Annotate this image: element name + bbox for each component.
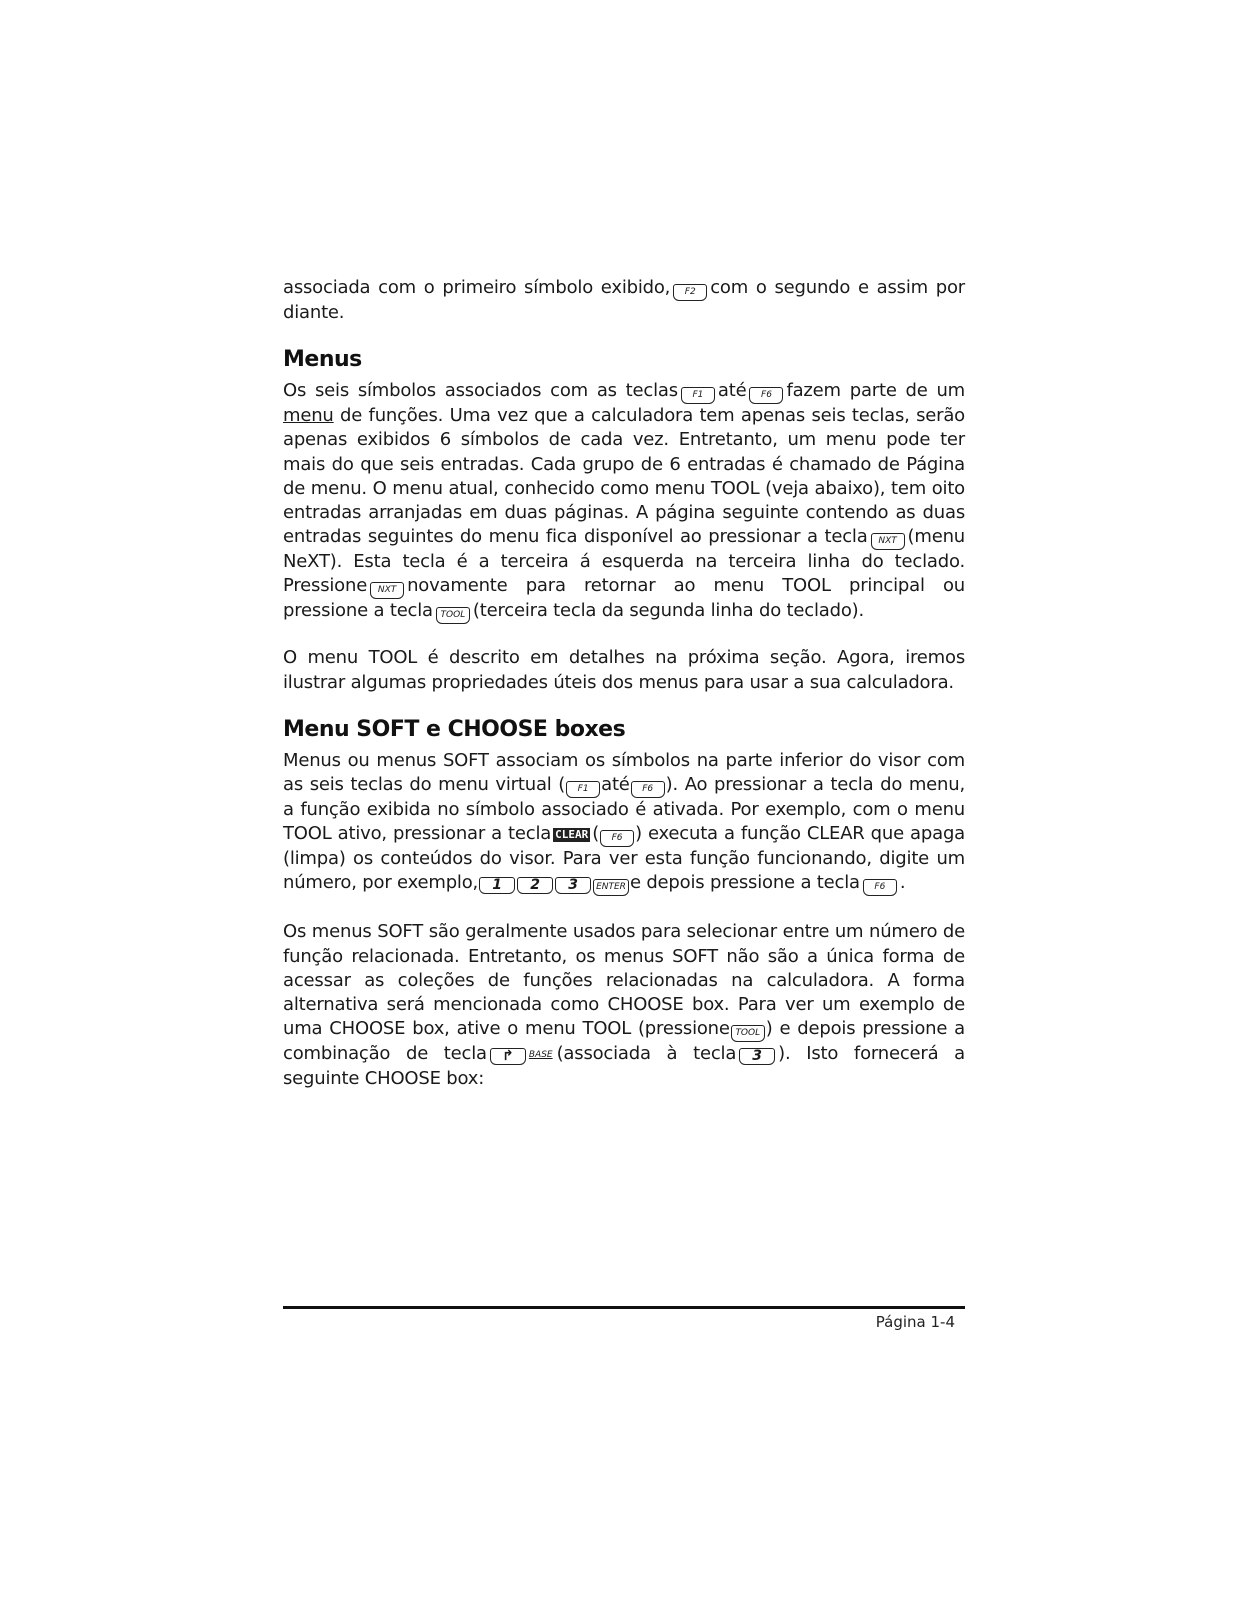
- text-run: até: [601, 774, 630, 796]
- section-heading-menus: Menus: [283, 347, 362, 373]
- text-run: e depois pressione a tecla: [629, 872, 860, 894]
- text-run: .: [899, 872, 906, 894]
- key-1-icon: 1: [479, 877, 515, 894]
- section-heading-soft-menus: Menu SOFT e CHOOSE boxes: [283, 716, 626, 742]
- text-run: associada com o primeiro símbolo exibido,: [283, 277, 671, 298]
- clear-softkey-icon: CLEAR: [555, 828, 589, 842]
- key-2-icon: 2: [517, 877, 553, 894]
- text-run: fazem parte de um: [786, 380, 965, 402]
- text-run: ) e depois pressione a combinação de tecla: [283, 1018, 965, 1065]
- page-content: [283, 276, 965, 1092]
- page-number: Página 1-4: [875, 1313, 955, 1331]
- text-run: Os menus SOFT são geralmente usados para selecionar entre um número de função relacionada. Entretanto, os menus SOFT não são a única forma de acessar as coleções de funções relacionadas na calculadora. A forma alternativa será mencionada como CHOOSE box. Para ver um exemplo de uma CHOOSE box, ative o menu TOOL (pressione: [283, 921, 965, 1040]
- f1-key-icon: F1: [681, 387, 715, 404]
- f6-key-icon: F6: [863, 879, 897, 896]
- text-run: com o segundo e assim por diante.: [283, 277, 965, 323]
- key-3-icon: 3: [555, 877, 591, 894]
- text-run: Os seis símbolos associados com as teclas: [283, 380, 678, 402]
- nxt-key-icon: NXT: [871, 533, 905, 550]
- soft-paragraph-1: [283, 749, 965, 897]
- f6-key-icon: F6: [631, 781, 665, 798]
- text-run: ) executa a função CLEAR que apaga (limpa) os conteúdos do visor. Para ver esta função funcionando, digite um número, por exemplo,: [283, 823, 965, 894]
- footer-rule: [283, 1306, 965, 1309]
- tool-key-icon: TOOL: [731, 1025, 765, 1042]
- f6-key-icon: F6: [600, 830, 634, 847]
- text-run: (: [592, 823, 600, 845]
- text-run: (terceira tecla da segunda linha do teclado).: [472, 600, 864, 622]
- menu-term: menu: [283, 405, 334, 427]
- f2-key-icon: F2: [673, 284, 707, 301]
- text-run: de funções. Uma vez que a calculadora tem apenas seis teclas, serão apenas exibidos 6 símbolos de cada vez. Entretanto, um menu pode ter mais do que seis entradas. Cada grupo de 6 entradas é chamado de Página de menu. O menu atual, conhecido como menu TOOL (veja abaixo), tem oito entradas arranjadas em duas páginas. A página seguinte contendo as duas entradas seguintes do menu fica disponível ao pressionar a tecla: [283, 405, 965, 548]
- text-run: (menu NeXT). Esta tecla é a terceira á esquerda na terceira linha do teclado. Pressione: [283, 526, 965, 597]
- tool-key-icon: TOOL: [436, 607, 470, 624]
- text-run: Menus ou menus SOFT associam os símbolos na parte inferior do visor com as seis teclas do menu virtual (: [283, 749, 965, 796]
- text-run: novamente para retornar ao menu TOOL principal ou pressione a tecla: [283, 575, 965, 622]
- f6-key-icon: F6: [749, 387, 783, 404]
- right-shift-key-icon: ↱: [490, 1048, 526, 1065]
- key-3-icon: 3: [739, 1048, 775, 1065]
- text-run: ). Ao pressionar a tecla do menu, a função exibida no símbolo associado é ativada. Por exemplo, com o menu TOOL ativo, pressionar a tecla: [283, 774, 965, 845]
- base-shifted-label: BASE: [528, 1050, 553, 1061]
- continuation-paragraph: [283, 276, 965, 325]
- enter-key-icon: ENTER: [593, 879, 629, 896]
- nxt-key-icon: NXT: [370, 582, 404, 599]
- soft-paragraph-2: [283, 920, 965, 1091]
- text-run: até: [717, 380, 747, 402]
- text-run: ). Isto fornecerá a seguinte CHOOSE box:: [283, 1043, 966, 1090]
- f1-key-icon: F1: [566, 781, 600, 798]
- text-run: (associada à tecla: [556, 1043, 737, 1065]
- menus-paragraph-2: O menu TOOL é descrito em detalhes na próxima seção. Agora, iremos ilustrar algumas propriedades úteis dos menus para usar a sua calculadora.: [283, 647, 965, 693]
- menus-paragraph-1: [283, 379, 965, 624]
